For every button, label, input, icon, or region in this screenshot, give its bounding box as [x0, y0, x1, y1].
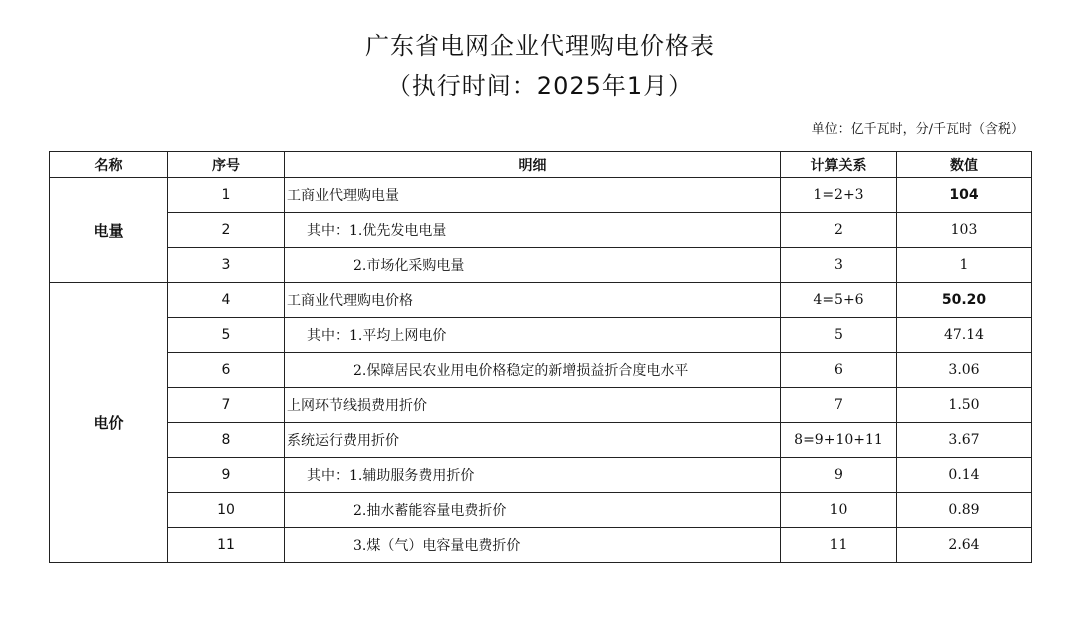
header-seq: 序号: [168, 152, 285, 178]
header-calc: 计算关系: [781, 152, 897, 178]
row-calc: 3: [781, 248, 897, 283]
row-seq: 1: [168, 178, 285, 213]
row-seq: 5: [168, 318, 285, 353]
row-value: 3.06: [897, 353, 1032, 388]
row-value: 0.14: [897, 458, 1032, 493]
row-seq: 3: [168, 248, 285, 283]
table-row: [50, 423, 1032, 458]
row-detail: 3.煤（气）电容量电费折价: [285, 528, 781, 563]
row-value: 3.67: [897, 423, 1032, 458]
row-calc: 4=5+6: [781, 283, 897, 318]
table-row: [50, 248, 1032, 283]
row-detail: 其中：1.平均上网电价: [285, 318, 781, 353]
row-seq: 10: [168, 493, 285, 528]
row-seq: 8: [168, 423, 285, 458]
row-value: 104: [897, 178, 1032, 213]
row-detail: 工商业代理购电价格: [285, 283, 781, 318]
price-table: [49, 151, 1032, 563]
category-price: 电价: [50, 283, 168, 563]
row-detail: 工商业代理购电量: [285, 178, 781, 213]
row-calc: 6: [781, 353, 897, 388]
row-value: 2.64: [897, 528, 1032, 563]
row-detail: 上网环节线损费用折价: [285, 388, 781, 423]
header-value: 数值: [897, 152, 1032, 178]
row-detail: 其中：1.辅助服务费用折价: [285, 458, 781, 493]
table-row: [50, 318, 1032, 353]
table-row: [50, 213, 1032, 248]
row-seq: 6: [168, 353, 285, 388]
row-calc: 1=2+3: [781, 178, 897, 213]
table-header-row: [50, 152, 1032, 178]
table-row: [50, 493, 1032, 528]
row-value: 50.20: [897, 283, 1032, 318]
row-detail: 2.保障居民农业用电价格稳定的新增损益折合度电水平: [285, 353, 781, 388]
row-calc: 10: [781, 493, 897, 528]
row-calc: 11: [781, 528, 897, 563]
page-title: 广东省电网企业代理购电价格表: [365, 32, 715, 60]
row-detail: 2.抽水蓄能容量电费折价: [285, 493, 781, 528]
table-row: [50, 283, 1032, 318]
row-value: 1.50: [897, 388, 1032, 423]
table-row: [50, 353, 1032, 388]
row-seq: 7: [168, 388, 285, 423]
row-calc: 8=9+10+11: [781, 423, 897, 458]
row-seq: 2: [168, 213, 285, 248]
row-value: 1: [897, 248, 1032, 283]
header-name: 名称: [50, 152, 168, 178]
category-energy: 电量: [50, 178, 168, 283]
row-seq: 11: [168, 528, 285, 563]
table-row: [50, 458, 1032, 493]
row-detail: 系统运行费用折价: [285, 423, 781, 458]
row-value: 0.89: [897, 493, 1032, 528]
page-subtitle: （执行时间：2025年1月）: [386, 72, 694, 100]
row-calc: 7: [781, 388, 897, 423]
table-row: [50, 528, 1032, 563]
row-value: 47.14: [897, 318, 1032, 353]
row-calc: 9: [781, 458, 897, 493]
row-value: 103: [897, 213, 1032, 248]
table-row: [50, 178, 1032, 213]
row-seq: 4: [168, 283, 285, 318]
row-calc: 2: [781, 213, 897, 248]
row-detail: 其中：1.优先发电电量: [285, 213, 781, 248]
row-calc: 5: [781, 318, 897, 353]
header-detail: 明细: [285, 152, 781, 178]
unit-note: 单位：亿千瓦时，分/千瓦时（含税）: [811, 122, 1024, 137]
row-seq: 9: [168, 458, 285, 493]
table-row: [50, 388, 1032, 423]
row-detail: 2.市场化采购电量: [285, 248, 781, 283]
